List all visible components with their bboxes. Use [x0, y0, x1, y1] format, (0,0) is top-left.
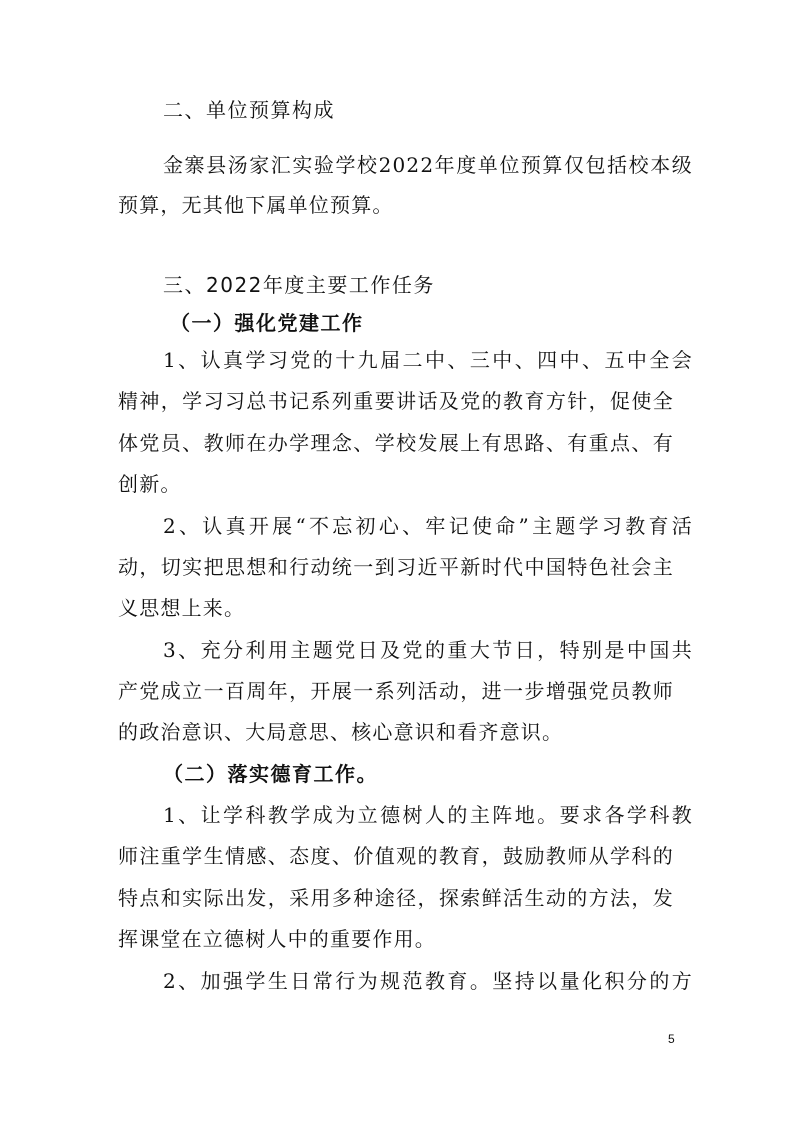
paragraph-line: 创新。	[118, 472, 182, 496]
paragraph-line: 特点和实际出发，采用多种途径，探索鲜活生动的方法，发	[118, 886, 674, 910]
paragraph-line: 师注重学生情感、态度、价值观的教育，鼓励教师从学科的	[118, 844, 674, 868]
paragraph-line: 义思想上来。	[118, 596, 246, 620]
paragraph-line: 挥课堂在立德树人中的重要作用。	[118, 927, 436, 951]
paragraph-line: 3、充分利用主题党日及党的重大节日，特别是中国共	[163, 638, 693, 662]
paragraph-line: 1、认真学习党的十九届二中、三中、四中、五中全会	[163, 348, 693, 372]
subsection-heading-party-building: （一）强化党建工作	[170, 311, 364, 335]
paragraph-line: 2、加强学生日常行为规范教育。坚持以量化积分的方	[163, 969, 693, 993]
section-heading-budget-composition: 二、单位预算构成	[163, 98, 335, 122]
paragraph-line: 精神，学习习总书记系列重要讲话及党的教育方针，促使全	[118, 389, 674, 413]
subsection-heading-moral-education: （二）落实德育工作。	[163, 762, 378, 786]
section-heading-main-tasks: 三、2022年度主要工作任务	[163, 273, 435, 297]
paragraph-line: 预算，无其他下属单位预算。	[118, 193, 394, 217]
page-number: 5	[668, 1032, 675, 1046]
paragraph-line: 2、认真开展“不忘初心、牢记使命”主题学习教育活	[163, 514, 693, 538]
paragraph-line: 的政治意识、大局意思、核心意识和看齐意识。	[118, 720, 564, 744]
paragraph-line: 动，切实把思想和行动统一到习近平新时代中国特色社会主	[118, 555, 674, 579]
paragraph-line: 1、让学科教学成为立德树人的主阵地。要求各学科教	[163, 803, 693, 827]
paragraph-line: 产党成立一百周年，开展一系列活动，进一步增强党员教师	[118, 679, 674, 703]
paragraph-line: 体党员、教师在办学理念、学校发展上有思路、有重点、有	[118, 431, 674, 455]
paragraph-line: 金寨县汤家汇实验学校2022年度单位预算仅包括校本级	[163, 153, 693, 177]
